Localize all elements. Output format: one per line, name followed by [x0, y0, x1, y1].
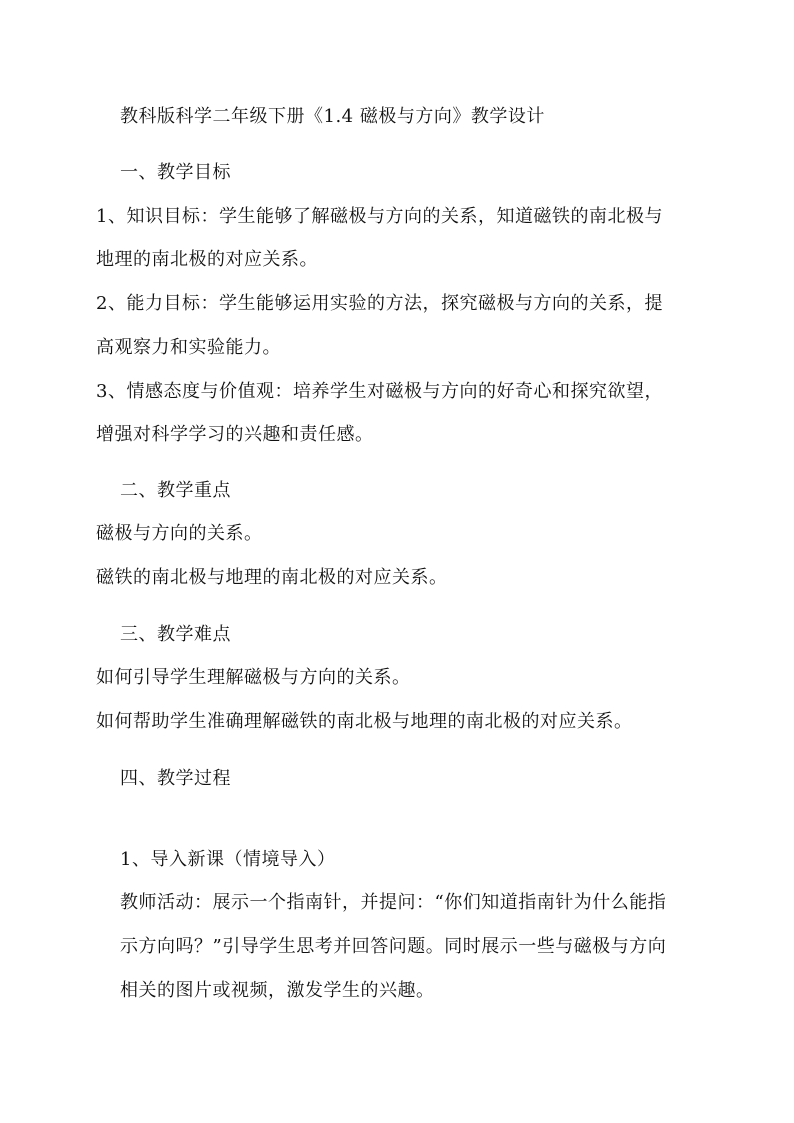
- goal-2-line-1: 2、能力目标：学生能够运用实验的方法，探究磁极与方向的关系，提: [96, 293, 663, 314]
- difficulties-heading: 三、教学难点: [120, 624, 231, 645]
- step-1-heading: 1、导入新课（情境导入）: [120, 849, 336, 870]
- key-point-1: 磁极与方向的关系。: [96, 523, 263, 544]
- goal-3-line-1: 3、情感态度与价值观：培养学生对磁极与方向的好奇心和探究欲望，: [96, 381, 663, 402]
- process-heading: 四、教学过程: [120, 768, 231, 789]
- goal-3-line-2: 增强对科学学习的兴趣和责任感。: [96, 424, 374, 445]
- step-1-line-3: 相关的图片或视频，激发学生的兴趣。: [120, 980, 435, 1001]
- difficulty-1: 如何引导学生理解磁极与方向的关系。: [96, 667, 411, 688]
- goal-2-line-2: 高观察力和实验能力。: [96, 337, 281, 358]
- difficulty-2: 如何帮助学生准确理解磁铁的南北极与地理的南北极的对应关系。: [96, 711, 633, 732]
- step-1-line-2: 示方向吗？”引导学生思考并回答问题。同时展示一些与磁极与方向: [120, 936, 667, 957]
- key-point-2: 磁铁的南北极与地理的南北极的对应关系。: [96, 567, 448, 588]
- goal-1-line-1: 1、知识目标：学生能够了解磁极与方向的关系，知道磁铁的南北极与: [96, 206, 663, 227]
- goal-1-line-2: 地理的南北极的对应关系。: [96, 249, 318, 270]
- key-points-heading: 二、教学重点: [120, 480, 231, 501]
- step-1-line-1: 教师活动：展示一个指南针，并提问：“你们知道指南针为什么能指: [120, 892, 667, 913]
- document-title: 教科版科学二年级下册《1.4 磁极与方向》教学设计: [120, 106, 545, 127]
- goals-heading: 一、教学目标: [120, 162, 231, 183]
